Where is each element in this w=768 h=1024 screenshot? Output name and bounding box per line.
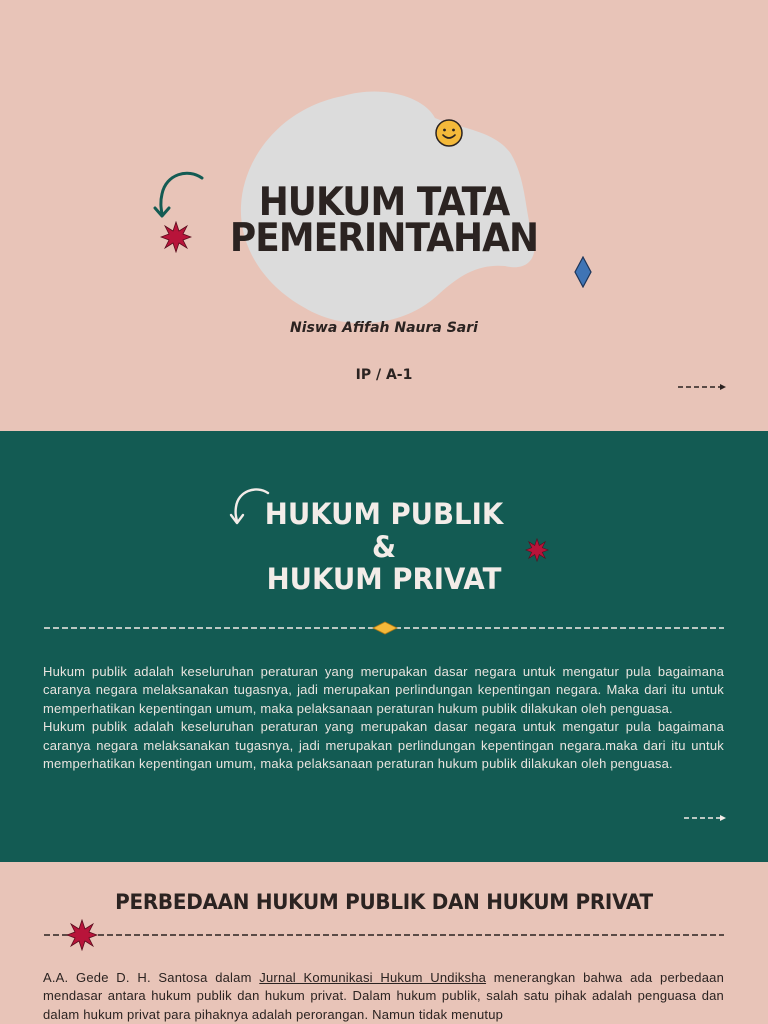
- paragraph-text: A.A. Gede D. H. Santosa dalam: [43, 970, 260, 985]
- author-name: Niswa Afifah Naura Sari: [290, 320, 478, 336]
- dashed-arrow-icon: [682, 812, 728, 824]
- perbedaan-section: [0, 862, 768, 1024]
- section-heading: PERBEDAAN HUKUM PUBLIK DAN HUKUM PRIVAT: [115, 890, 653, 914]
- smiley-icon: [433, 117, 465, 149]
- diamond-icon: [574, 256, 592, 288]
- section-heading-line2: &: [371, 530, 397, 564]
- section-heading-line1: HUKUM PUBLIK: [264, 497, 504, 531]
- section-divider: [44, 621, 724, 635]
- paragraph: Hukum publik adalah keseluruhan peraturan yang merupakan dasar negara untuk mengatur pula bagaimana caranya negara melaksanakan tugasnya, jadi merupakan perlindungan kepentingan negara. Maka dari itu untuk memperhatikan kepentingan umum, maka pelaksanaan peraturan hukum publik dilakukan oleh penguasa.: [43, 664, 724, 716]
- class-label: IP / A-1: [355, 367, 413, 383]
- journal-link[interactable]: Jurnal Komunikasi Hukum Undiksha: [259, 970, 487, 985]
- cover-title-line1: HUKUM TATA: [258, 180, 510, 225]
- section-divider: [44, 928, 724, 942]
- cover-section: [0, 0, 768, 431]
- starburst-icon: [525, 538, 549, 562]
- body-text: [43, 969, 724, 1024]
- section-heading-line3: HUKUM PRIVAT: [266, 562, 502, 596]
- paragraph-text: menerangkan bahwa ada perbedaan mendasar antara hukum publik dan hukum privat. Dalam hukum publik, salah satu pihak adalah penguasa dan dalam hukum privat para pihaknya adalah perorangan. Namun tidak menutup: [43, 970, 724, 1022]
- body-text: [43, 663, 724, 773]
- publik-privat-section: [0, 431, 768, 862]
- dashed-arrow-icon: [676, 381, 728, 393]
- starburst-icon: [66, 919, 98, 951]
- paragraph: Hukum publik adalah keseluruhan peraturan yang merupakan dasar negara untuk mengatur pula bagaimana caranya negara melaksanakan tugasnya, jadi merupakan perlindungan kepentingan negara.maka dari itu untuk memperhatikan kepentingan umum, maka pelaksanaan peraturan hukum publik dilakukan oleh penguasa.: [43, 719, 724, 772]
- cover-title-line2: PEMERINTAHAN: [229, 216, 539, 261]
